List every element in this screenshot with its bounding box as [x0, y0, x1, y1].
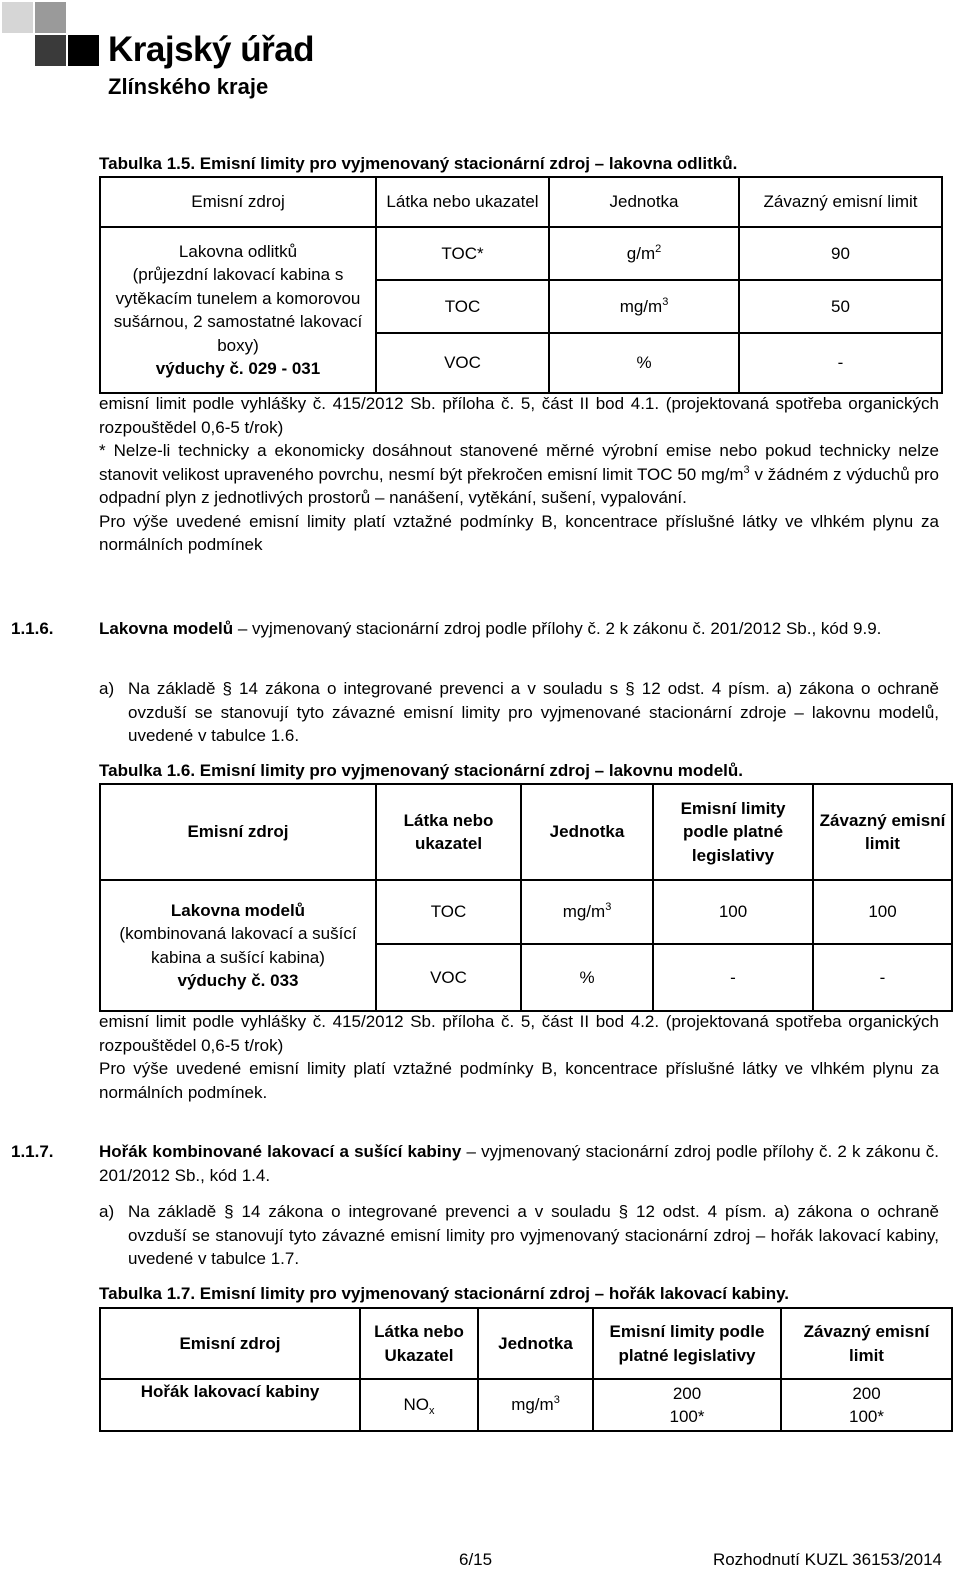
unit-exponent: 2 — [655, 242, 662, 255]
header-cell: Emisní limity podle platné legislativy — [593, 1308, 781, 1379]
limit-cell: - — [739, 333, 942, 393]
table-1-7-caption: Tabulka 1.7. Emisní limity pro vyjmenovaný stacionární zdroj – hořák lakovací kabiny. — [99, 1284, 790, 1303]
header-cell: Závazný emisní limit — [739, 177, 942, 227]
page-number: 6/15 — [459, 1550, 493, 1569]
legislation-limit-value: 200 — [672, 1383, 702, 1403]
substance-cell: TOC — [376, 280, 549, 333]
header-cell: Emisní limity podle platné legislativy — [653, 784, 813, 880]
header-cell: Emisní zdroj — [100, 177, 376, 227]
section-1-1-6-number: 1.1.6. — [11, 619, 54, 638]
source-name: Lakovna modelů — [170, 900, 306, 920]
legislation-limit-cell: - — [653, 944, 813, 1011]
table-1-7 — [99, 1307, 953, 1432]
unit-text: mg/m — [562, 902, 606, 922]
header-cell: Jednotka — [521, 784, 653, 880]
legislation-limit-value: 100* — [669, 1407, 705, 1426]
table-1-6 — [99, 783, 953, 1012]
unit-text: g/m — [626, 243, 656, 263]
unit-exponent: 3 — [605, 901, 612, 914]
header-cell: Látka nebo Ukazatel — [360, 1308, 478, 1379]
limit-value: 100* — [849, 1407, 884, 1426]
item-text: Na základě § 14 zákona o integrované prevenci a v souladu § 12 odst. 4 písm. a) zákona o ochraně ovzduší se stanovují tyto závazné emisní limity pro vyjmenovaný stacionární zdroj – hořák lakovací kabiny, uvedené v tabulce 1.7. — [128, 1202, 939, 1268]
source-cell: Hořák lakovací kabiny — [100, 1379, 360, 1431]
substance-cell — [360, 1379, 478, 1431]
header-cell: Jednotka — [478, 1308, 593, 1379]
unit-cell — [549, 280, 739, 333]
header-cell: Emisní zdroj — [100, 784, 376, 880]
footnote-text-a: * Nelze-li technicky a ekonomicky dosáhnout stanovené měrné výrobní emise nebo pokud technicky nelze stanovit velikost upraveného povrchu, nesmí být překročen emisní limit TOC 50 mg/m — [99, 441, 939, 484]
logo-square-mid — [35, 2, 66, 33]
note-conditions: Pro výše uvedené emisní limity platí vztažné podmínky B, koncentrace příslušné látky ve vlhkém plynu za normálních podmínek — [99, 511, 939, 554]
item-text: Na základě § 14 zákona o integrované prevenci a v souladu s § 12 odst. 4 písm. a) zákona o ochraně ovzduší se stanovují tyto závazné emisní limity pro vyjmenované stacionární zdroje – lakovnu modelů, uvedené v tabulce 1.6. — [128, 679, 939, 745]
document-reference: Rozhodnutí KUZL 36153/2014 — [712, 1550, 942, 1569]
source-description: (kombinovaná lakovací a sušící kabina a sušící kabina) — [119, 924, 357, 967]
krajsky-urad-logo — [0, 0, 320, 110]
section-1-1-6-text — [99, 617, 939, 641]
table-1-6-notes — [99, 1010, 939, 1104]
source-name: Lakovna odlitků — [178, 241, 298, 261]
limit-cell: 90 — [739, 227, 942, 280]
unit-text: mg/m — [619, 296, 663, 316]
item-label: a) — [99, 679, 115, 698]
unit-cell: % — [521, 944, 653, 1011]
legislation-limit-cell — [593, 1379, 781, 1431]
note-conditions: Pro výše uvedené emisní limity platí vztažné podmínky B, koncentrace příslušné látky ve vlhkém plynu za normálních podmínek. — [99, 1059, 939, 1102]
table-1-5 — [99, 176, 943, 394]
logo-subtitle: Zlínského kraje — [108, 74, 269, 99]
footnote-text-b: v žádném z výduchů pro odpadní plyn z jednotlivých prostorů – nanášení, vytěkání, sušení, vypalování. — [99, 464, 940, 507]
source-cell — [100, 880, 376, 1011]
table-row — [100, 880, 952, 944]
footnote-exponent: 3 — [743, 463, 750, 476]
section-title: Hořák kombinované lakovací a sušící kabiny — [99, 1142, 462, 1161]
table-row — [100, 227, 942, 280]
note-footnote — [99, 439, 939, 510]
table-1-6-caption: Tabulka 1.6. Emisní limity pro vyjmenovaný stacionární zdroj – lakovnu modelů. — [99, 761, 743, 780]
section-1-1-7-text — [99, 1140, 939, 1187]
note-legal-basis: emisní limit podle vyhlášky č. 415/2012 Sb. příloha č. 5, část II bod 4.1. (projektovaná spotřeba organických rozpouštědel 0,6-5 t/rok) — [99, 394, 939, 437]
source-outlets: výduchy č. 029 - 031 — [155, 359, 321, 378]
limit-cell: - — [813, 944, 952, 1011]
substance-text: NO — [403, 1395, 429, 1415]
table-1-5-caption: Tabulka 1.5. Emisní limity pro vyjmenovaný stacionární zdroj – lakovna odlitků. — [99, 154, 738, 173]
unit-cell: % — [549, 333, 739, 393]
section-description: – vyjmenovaný stacionární zdroj podle přílohy č. 2 k zákonu č. 201/2012 Sb., kód 1.4. — [99, 1142, 939, 1185]
limit-cell: 50 — [739, 280, 942, 333]
unit-cell — [521, 880, 653, 944]
unit-cell — [549, 227, 739, 280]
unit-text: mg/m — [511, 1395, 554, 1415]
table-1-5-notes — [99, 392, 939, 557]
table-header-row — [100, 784, 952, 880]
logo-title: Krajský úřad — [108, 30, 315, 69]
source-outlets: výduchy č. 033 — [177, 971, 299, 990]
section-1-1-7-number: 1.1.7. — [11, 1142, 54, 1161]
section-description: – vyjmenovaný stacionární zdroj podle přílohy č. 2 k zákonu č. 201/2012 Sb., kód 9.9. — [233, 619, 882, 638]
section-title: Lakovna modelů — [99, 619, 234, 638]
header-cell: Závazný emisní limit — [781, 1308, 952, 1379]
substance-subscript: x — [429, 1405, 435, 1418]
source-cell — [100, 227, 376, 393]
unit-exponent: 3 — [662, 295, 669, 308]
limit-cell: 100 — [813, 880, 952, 944]
header-cell: Emisní zdroj — [100, 1308, 360, 1379]
limit-cell — [781, 1379, 952, 1431]
substance-cell: TOC — [376, 880, 521, 944]
table-header-row — [100, 1308, 952, 1379]
header-cell: Jednotka — [549, 177, 739, 227]
unit-exponent: 3 — [553, 1394, 560, 1407]
header-cell: Závazný emisní limit — [813, 784, 952, 880]
logo-square-dark — [35, 35, 66, 66]
unit-cell — [478, 1379, 593, 1431]
logo-square-light — [2, 2, 33, 33]
note-legal-basis: emisní limit podle vyhlášky č. 415/2012 Sb. příloha č. 5, část II bod 4.2. (projektovaná spotřeba organických rozpouštědel 0,6-5 t/rok) — [99, 1012, 939, 1055]
legislation-limit-cell: 100 — [653, 880, 813, 944]
section-1-1-7-item-a — [99, 1200, 939, 1271]
item-label: a) — [99, 1202, 115, 1221]
header-cell: Látka nebo ukazatel — [376, 784, 521, 880]
substance-cell: VOC — [376, 333, 549, 393]
substance-cell: TOC* — [376, 227, 549, 280]
table-header-row — [100, 177, 942, 227]
source-description: (průjezdní lakovací kabina s vytěkacím tunelem a komorovou sušárnou, 2 samostatné lakovací boxy) — [113, 265, 363, 355]
logo-square-black — [68, 35, 99, 66]
section-1-1-6-item-a — [99, 677, 939, 748]
substance-cell: VOC — [376, 944, 521, 1011]
limit-value: 200 — [852, 1383, 881, 1403]
table-row — [100, 1379, 952, 1431]
header-cell: Látka nebo ukazatel — [376, 177, 549, 227]
